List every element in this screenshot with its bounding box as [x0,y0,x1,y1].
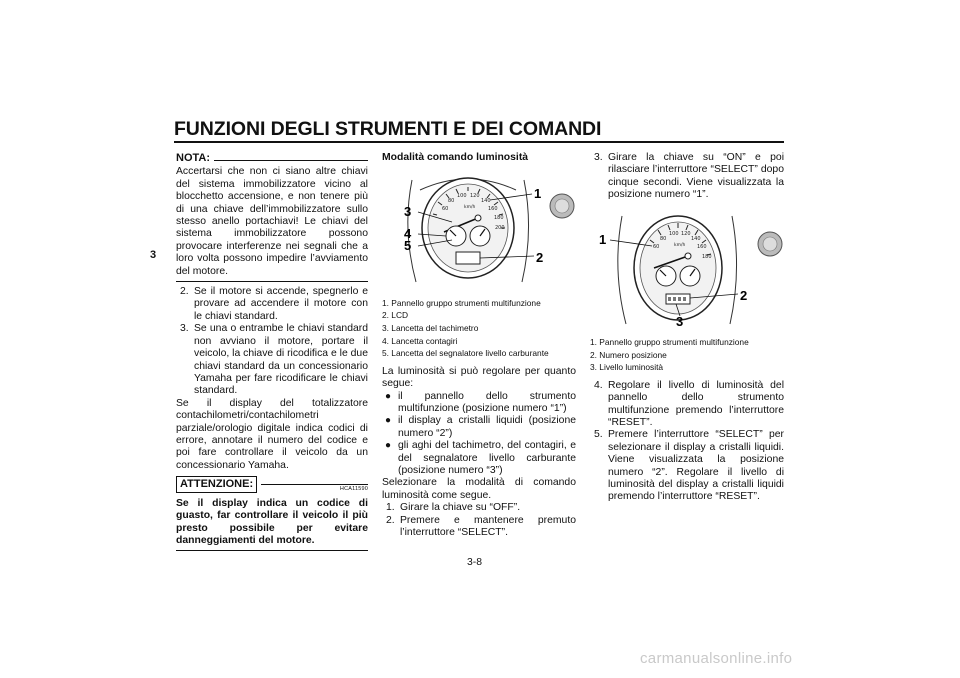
step-text: Girare la chiave su “ON” e poi rilasciare l’interruttore “SELECT” dopo cinque secondi. Viene visualizzata la posizione numero “1”. [608,152,784,201]
svg-text:60: 60 [653,243,660,250]
callout-1: 1 [534,186,542,202]
callout-1: 1 [599,231,607,247]
svg-text:140: 140 [481,198,491,205]
caption-item: 2. LCD [382,310,409,321]
svg-text:km/h: km/h [464,205,476,211]
step-text: Premere l’interruttore “SELECT” per selezionare il display a cristalli liquidi. Viene visualizzata la posizione numero “2”. Regolare il livello di luminosità del display a cristalli liquidi premendo l’interruttore “RESET”. [608,429,784,503]
step-number: 1. [386,502,395,514]
step-item [382,502,576,514]
instrument-panel-illustration [382,170,576,288]
svg-text:80: 80 [448,198,455,205]
caption-item: 2. Numero posizione [590,349,667,360]
callout-5: 5 [404,238,412,254]
column-left [176,152,368,551]
svg-text:100: 100 [457,193,467,200]
svg-text:km/h: km/h [674,242,686,248]
step-number: 2. [386,514,395,526]
caption-item: 3. Livello luminosità [590,362,664,373]
note-header [176,152,368,164]
step-number: 5. [594,429,603,441]
title-rule [174,141,784,143]
warning-code: HCA11590 [339,485,368,492]
svg-text:60: 60 [442,206,449,213]
svg-text:160: 160 [488,206,498,213]
select-mode-text: Selezionare la modalità di comando luminosità come segue. [382,477,576,501]
bullet-icon: ● [385,390,392,402]
warning-bottom-rule [176,550,368,552]
step-item [590,429,784,503]
callout-3: 3 [676,313,684,328]
svg-text:200: 200 [495,225,505,232]
watermark: carmanualsonline.info [640,650,793,667]
svg-text:100: 100 [669,230,679,237]
caption-item: 4. Lancetta contagiri [382,335,458,346]
instrument-figure-2 [590,210,784,332]
step-item [590,152,784,202]
page-title: FUNZIONI DEGLI STRUMENTI E DEI COMANDI [174,118,602,140]
step-text: Girare la chiave su “OFF”. [400,502,521,514]
bullet-item [382,391,576,416]
step-number: 4. [594,379,603,391]
step-item [590,380,784,430]
steps-bottom [590,380,784,504]
caption-item: 5. Lancetta del segnalatore livello carburante [382,348,549,359]
note-text: Accertarsi che non ci siano altre chiavi del sistema immobilizzatore vicino al blocchetto accensione, e non tenere più di una chiave dell’immobilizzatore sullo stesso anello portachiavi! Le chiavi del sistema immobilizzatore possono provocare interferenze nei segnali che a loro volta possono impedire l’avviamento del motore. [176,166,368,277]
svg-text:180: 180 [494,215,504,222]
callout-4: 4 [404,226,412,242]
callout-2: 2 [740,287,748,303]
note-bottom-rule [176,281,368,282]
section-title: Modalità comando luminosità [382,152,529,163]
step-text: Se il motore si accende, spegnerlo e provare ad accendere il motore con le chiavi standard. [194,286,368,322]
instrument-figure-1 [382,170,576,292]
figure-captions [590,336,784,374]
svg-text:120: 120 [470,193,480,200]
step-text: Se una o entrambe le chiavi standard non avviano il motore, portare il veicolo, la chiave di ricodifica e le due chiavi standard da un concessionario Yamaha per fare ricodificare le chiavi standard. [194,323,368,397]
step-text: Regolare il livello di luminosità del pannello dello strumento multifunzione premendo l’interruttore “RESET”. [608,379,784,429]
step-number: 3. [594,152,603,163]
bullet-icon: ● [385,415,392,427]
brightness-intro: La luminosità si può regolare per quanto segue: [382,365,576,390]
note-rule [214,160,368,161]
caption-item: 1. Pannello gruppo strumenti multifunzione [382,297,541,308]
svg-text:80: 80 [660,235,667,242]
step-number: 2. [180,286,189,298]
step-item [382,515,576,540]
column-right [590,152,784,504]
callout-3: 3 [404,204,412,220]
step-number: 3. [180,323,189,335]
bullet-icon: ● [385,440,392,452]
bullet-text: gli aghi del tachimetro, del contagiri, e del segnalatore livello carburante (posizione numero “3”) [398,440,576,477]
error-code-paragraph: Se il display del totalizzatore contachilometri/contachilometri parziale/orologio digitale indica codici di errore, annotare il numero del codice e poi fare controllare il veicolo da un concessionario Yamaha. [176,397,368,471]
step-item [176,286,368,323]
svg-text:160: 160 [697,243,707,250]
bullet-item [382,415,576,440]
figure-captions [382,297,576,360]
step-item [176,323,368,397]
bullet-text: il pannello dello strumento multifunzione (posizione numero “1”) [398,390,576,414]
svg-text:140: 140 [691,235,701,242]
column-middle [382,152,576,539]
warning-text: Se il display indica un codice di guasto, far controllare il veicolo il più presto possibile per evitare danneggiamenti del motore. [176,497,368,547]
page-number: 3-8 [467,557,483,568]
step-text: Premere e mantenere premuto l’interruttore “SELECT”. [400,514,576,539]
caption-item: 3. Lancetta del tachimetro [382,323,479,333]
svg-text:180: 180 [702,253,712,260]
instrument-panel-position-illustration [590,210,784,328]
callout-2: 2 [536,250,544,266]
chapter-tab: 3 [149,249,157,261]
warning-label: ATTENZIONE: [176,476,257,492]
bullet-text: il display a cristalli liquidi (posizione numero “2”) [398,415,576,439]
caption-item: 1. Pannello gruppo strumenti multifunzione [590,337,749,348]
svg-text:120: 120 [681,230,691,237]
bullet-item [382,440,576,477]
note-label: NOTA: [176,152,211,164]
